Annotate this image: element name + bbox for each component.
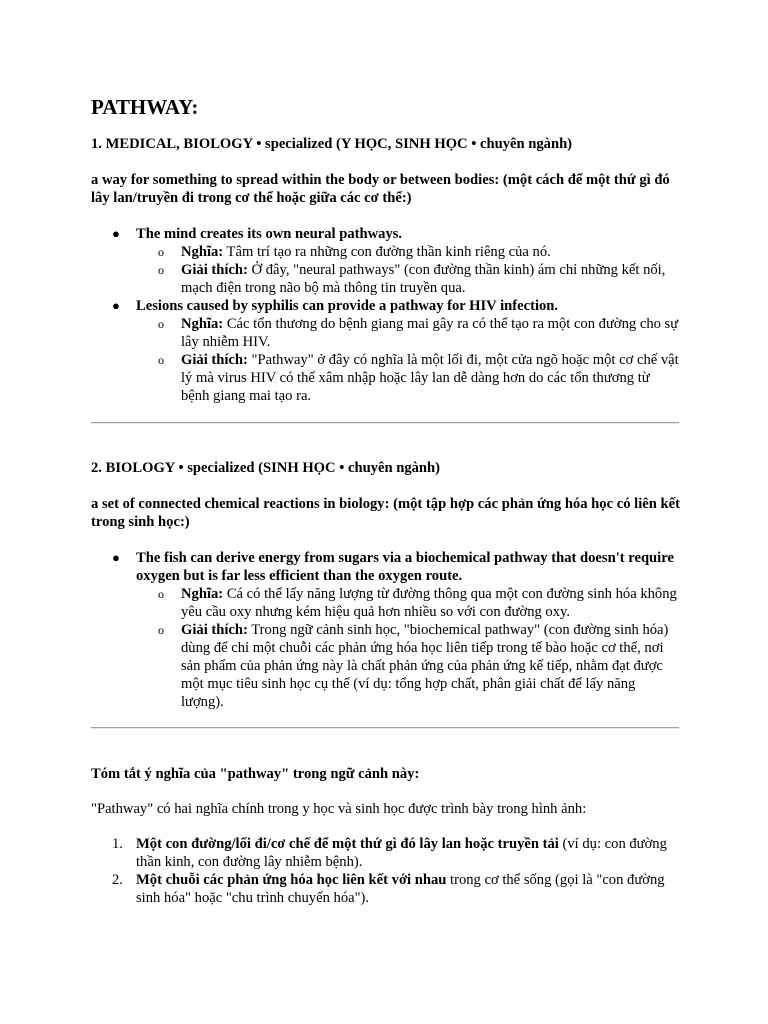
explain-line <box>91 351 681 405</box>
meaning-text: Cá có thể lấy năng lượng từ đường thông qua một con đường sinh hóa không yêu cầu oxy nhưng kém hiệu quả hơn nhiều so với con đường oxy. <box>181 586 677 620</box>
point-text: trong cơ thể sống (gọi là "con đường sinh hóa" hoặc "chu trình chuyển hóa"). <box>136 872 665 906</box>
meaning-text: Các tổn thương do bệnh giang mai gây ra có thể tạo ra một con đường cho sự lây nhiễm HIV. <box>181 316 679 350</box>
summary-points <box>91 835 681 907</box>
point-bold: Một chuỗi các phản ứng hóa học liên kết với nhau <box>136 872 447 888</box>
meaning-label: Nghĩa: <box>181 244 224 260</box>
explain-label: Giải thích: <box>181 622 248 638</box>
point-text: (ví dụ: con đường thần kinh, con đường lây nhiễm bệnh). <box>136 836 667 870</box>
example-sentence: The fish can derive energy from sugars via a biochemical pathway that doesn't require oxygen but is far less efficient than the oxygen route. <box>136 550 674 584</box>
explain-label: Giải thích: <box>181 352 248 368</box>
summary-heading: Tóm tắt ý nghĩa của "pathway" trong ngữ cảnh này: <box>91 766 420 782</box>
sense2-definition: a set of connected chemical reactions in biology: (một tập hợp các phản ứng hóa học có liên kết trong sinh học:) <box>91 496 680 530</box>
explain-text: "Pathway" ở đây có nghĩa là một lối đi, một cửa ngõ hoặc một cơ chế vật lý mà virus HIV có thể xâm nhập hoặc lây lan dễ dàng hơn do các tổn thương từ bệnh giang mai tạo ra. <box>181 352 679 404</box>
section-divider <box>91 727 679 729</box>
sense2-heading: 2. BIOLOGY • specialized (SINH HỌC • chuyên ngành) <box>91 460 441 476</box>
sense2-examples <box>91 549 681 711</box>
page-title: PATHWAY: <box>91 95 199 119</box>
point-number: 2. <box>112 872 123 888</box>
example-item <box>91 225 681 297</box>
example-sentence: The mind creates its own neural pathways. <box>136 226 403 242</box>
bullet-icon: ● <box>112 226 120 241</box>
point-number: 1. <box>112 836 123 852</box>
explain-label: Giải thích: <box>181 262 248 278</box>
explain-line <box>91 621 681 711</box>
bullet-icon: ● <box>112 298 120 313</box>
summary-intro: "Pathway" có hai nghĩa chính trong y học và sinh học được trình bày trong hình ảnh: <box>91 801 587 817</box>
bullet-icon: ● <box>112 550 120 565</box>
sense1-definition: a way for something to spread within the body or between bodies: (một cách để một thứ gì đó lây lan/truyền đi trong cơ thể hoặc giữa các cơ thể:) <box>91 172 670 206</box>
circle-bullet-icon: o <box>158 623 164 637</box>
point-bold: Một con đường/lối đi/cơ chế để một thứ gì đó lây lan hoặc truyền tải <box>136 836 559 852</box>
meaning-label: Nghĩa: <box>181 586 224 602</box>
circle-bullet-icon: o <box>158 245 164 259</box>
meaning-line <box>91 315 681 351</box>
meaning-line <box>91 243 681 261</box>
section-divider <box>91 422 679 424</box>
example-item <box>91 549 681 711</box>
explain-text: Trong ngữ cảnh sinh học, "biochemical pathway" (con đường sinh hóa) dùng để chỉ một chuỗi các phản ứng hóa học liên tiếp trong tế bào hoặc cơ thể, nơi sản phẩm của phản ứng này là chất phản ứng của phản ứng kế tiếp, nhằm đạt được một mục tiêu sinh học cụ thể (ví dụ: tổng hợp chất, phân giải chất để lấy năng lượng). <box>181 622 669 710</box>
example-sentence: Lesions caused by syphilis can provide a pathway for HIV infection. <box>136 298 559 314</box>
circle-bullet-icon: o <box>158 353 164 367</box>
summary-point <box>91 871 681 907</box>
meaning-line <box>91 585 681 621</box>
circle-bullet-icon: o <box>158 587 164 601</box>
example-item <box>91 297 681 405</box>
explain-line <box>91 261 681 297</box>
sense1-examples <box>91 225 681 405</box>
summary-point <box>91 835 681 871</box>
meaning-text: Tâm trí tạo ra những con đường thần kinh riêng của nó. <box>223 244 551 260</box>
sense1-heading: 1. MEDICAL, BIOLOGY • specialized (Y HỌC, SINH HỌC • chuyên ngành) <box>91 136 573 152</box>
circle-bullet-icon: o <box>158 263 164 277</box>
circle-bullet-icon: o <box>158 317 164 331</box>
explain-text: Ở đây, "neural pathways" (con đường thần kinh) ám chỉ những kết nối, mạch điện trong não bộ mà thông tin truyền qua. <box>181 262 666 296</box>
meaning-label: Nghĩa: <box>181 316 224 332</box>
